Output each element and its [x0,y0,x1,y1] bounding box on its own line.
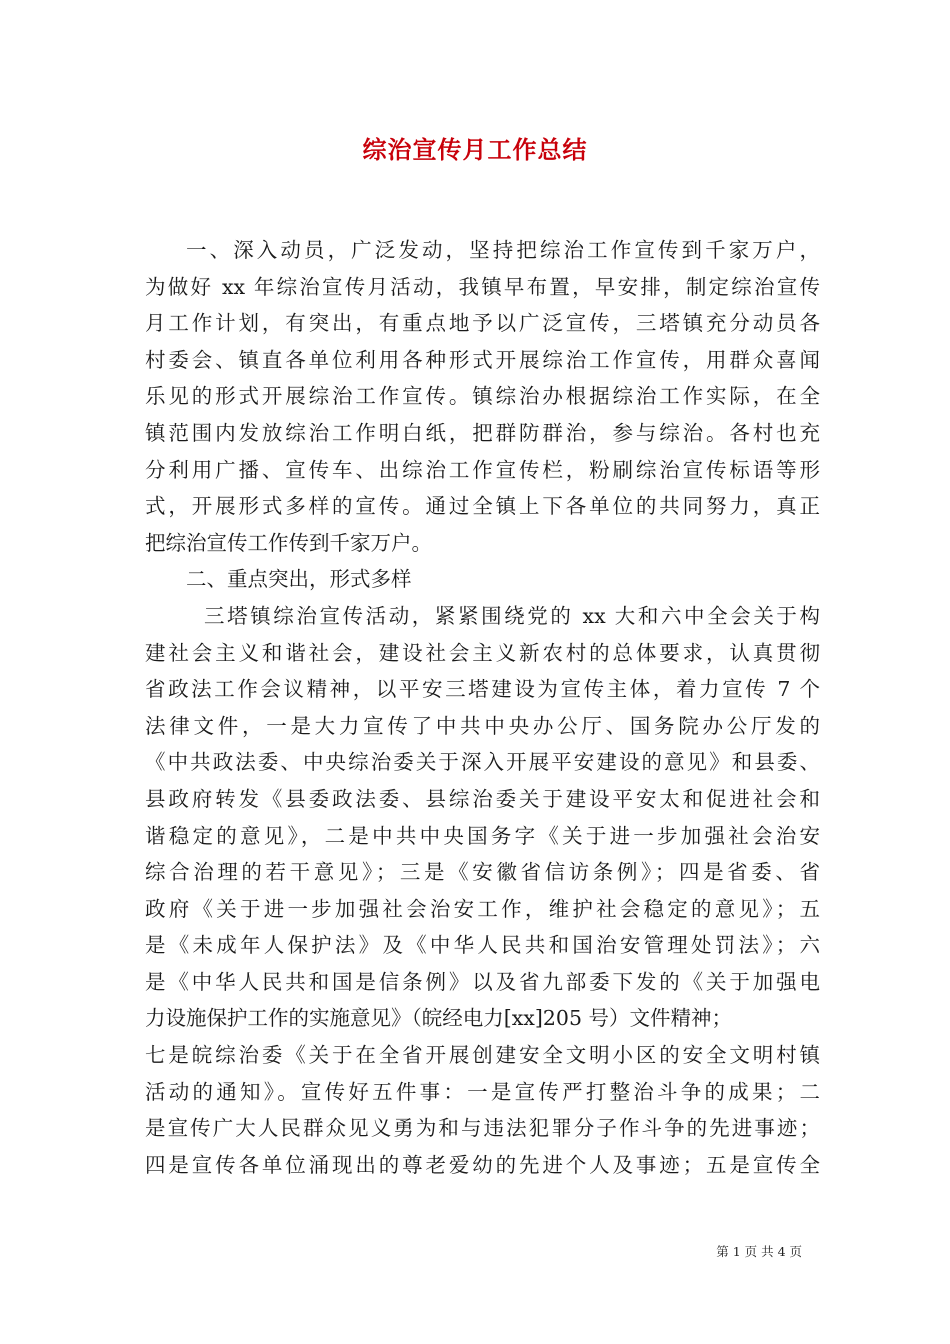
paragraph-line: 活动的通知》。宣传好五件事：一是宣传严打整治斗争的成果；二 [145,1079,820,1104]
paragraph-line: 乐见的形式开展综治工作宣传。镇综治办根据综治工作实际，在全 [145,384,820,409]
paragraph-line: 县政府转发《县委政法委、县综治委关于建设平安太和促进社会和 [145,786,820,811]
paragraph-line: 月工作计划，有突出，有重点地予以广泛宣传，三塔镇充分动员各 [145,311,820,336]
paragraph-line: 七是皖综治委《关于在全省开展创建安全文明小区的安全文明村镇 [145,1043,820,1068]
paragraph-line: 力设施保护工作的实施意见》（皖经电力[xx]205 号）文件精神； [145,1006,733,1031]
paragraph-line: 三塔镇综治宣传活动，紧紧围绕党的 xx 大和六中全会关于构 [204,603,820,628]
paragraph-line: 为做好 xx 年综治宣传月活动，我镇早布置，早安排，制定综治宣传 [145,274,820,299]
paragraph-line: 一、深入动员，广泛发动，坚持把综治工作宣传到千家万户， [186,238,820,262]
paragraph-line: 《中共政法委、中央综治委关于深入开展平安建设的意见》和县委、 [145,750,820,775]
document-title: 综治宣传月工作总结 [362,135,588,164]
paragraph-line: 式，开展形式多样的宣传。通过全镇上下各单位的共同努力，真正 [145,494,820,519]
paragraph-line: 镇范围内发放综治工作明白纸，把群防群治，参与综治。各村也充 [145,420,820,445]
paragraph-line: 村委会、镇直各单位利用各种形式开展综治工作宣传，用群众喜闻 [145,347,820,372]
paragraph-line: 分利用广播、宣传车、出综治工作宣传栏，粉刷综治宣传标语等形 [145,457,820,482]
paragraph-line: 是《未成年人保护法》及《中华人民共和国治安管理处罚法》；六 [145,933,820,958]
paragraph-line: 法律文件，一是大力宣传了中共中央办公厅、国务院办公厅发的 [145,713,820,738]
paragraph-line: 建社会主义和谐社会，建设社会主义新农村的总体要求，认真贯彻 [145,640,820,665]
section-heading: 二、重点突出，形式多样 [186,567,412,592]
document-body [145,232,820,1183]
page-number: 第 1 页 共 4 页 [716,1244,802,1259]
paragraph-line: 是宣传广大人民群众见义勇为和与违法犯罪分子作斗争的先进事迹； [145,1116,820,1141]
paragraph-line: 省政法工作会议精神，以平安三塔建设为宣传主体，着力宣传 7 个 [145,677,820,702]
paragraph-line: 谐稳定的意见》，二是中共中央国务字《关于进一步加强社会治安 [145,823,820,848]
paragraph-line: 综合治理的若干意见》；三是《安徽省信访条例》；四是省委、省 [145,860,820,885]
paragraph-line: 把综治宣传工作传到千家万户。 [145,530,432,555]
paragraph-line: 政府《关于进一步加强社会治安工作，维护社会稳定的意见》；五 [145,896,820,921]
paragraph-line: 四是宣传各单位涌现出的尊老爱幼的先进个人及事迹；五是宣传全 [145,1152,820,1177]
paragraph-line: 是《中华人民共和国是信条例》以及省九部委下发的《关于加强电 [145,969,820,994]
